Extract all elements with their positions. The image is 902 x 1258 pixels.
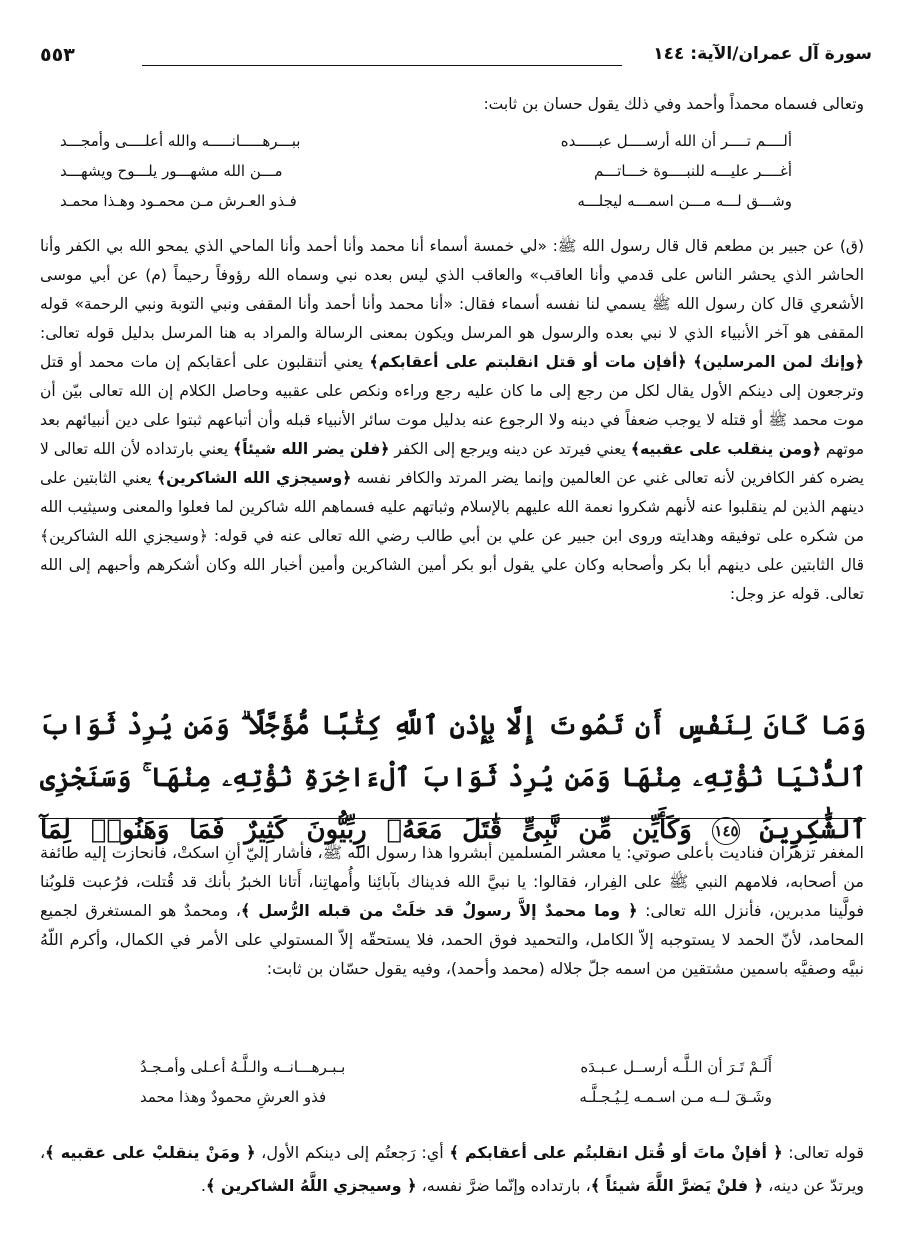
footnote-divider: [40, 818, 866, 819]
page-number: ٥٥٣: [40, 44, 75, 66]
commentary-text: [40, 232, 864, 609]
footnote-segment: ، بارتداده وإنّما ضرَّ نفسه،: [421, 1176, 591, 1195]
commentary-segment: يعني أتنقلبون على أعقابكم إن مات محمد أو قتل وترجعون إلى دينكم الأول يقال لكل من رجع إلى ما كان عليه رجع وراءه ونكص على عقبيه وحاصل الكلام إن الله تعالى بيّن أن موت محمد ﷺ أو قتله لا يوجب ضعفاً في دينه ولا الرجوع عنه بدليل موت سائر الأنبياء قبله وأن أتباعهم ثبتوا على دين أنبيائهم بعد موتهم: [40, 353, 865, 458]
poem-row: [60, 126, 792, 156]
poem-second-hemistich: مـــن الله مشهـــور يلـــوح ويشهـــد: [60, 162, 283, 180]
poem-first-hemistich: ألــــم تــــر أن الله أرســــل عبـــــده: [560, 132, 792, 150]
poem-row: [60, 156, 792, 186]
commentary-segment: (ق) عن جبير بن مطعم قال قال رسول الله ﷺ: «لي خمسة أسماء أنا محمد وأنا أحمد وأنا الماحي الذي يمحو الله بي الكفر وأنا الحاشر الذي يحشر الناس على قدمي وأنا العاقب» والعاقب الذي ليس بعده نبي وسماه الله رؤوفاً رحيماً (م) عن أبي موسى الأشعري قال كان رسول الله ﷺ يسمي لنا نفسه أسماء فقال: «أنا محمد وأنا أحمد وأنا المقفى ونبي التوبة ونبي الرحمة» قوله المقفى هو آخر الأنبياء الذي لا نبي بعده والرسول هو المرسل ويكون بمعنى الرسالة والمراد به هنا المرسل بدليل قوله تعالى:: [40, 237, 864, 342]
footnote-segment: قوله تعالى:: [788, 1143, 864, 1162]
footnote-segment: .: [200, 1176, 206, 1195]
footnote-text-continued: [40, 1136, 864, 1202]
poem-second-hemistich: ببـــرهـــــانـــــه والله أعلــــى وأمجـــد: [60, 132, 301, 150]
poem-second-hemistich: بـبـرهـــانــه والـلَّـهُ أعـلى وأمـجـدُ: [140, 1058, 346, 1076]
poem-first-hemistich: وشَـقَ لــه مـن اسـمـه لِـيُـجـلَّـه: [579, 1088, 772, 1106]
page-header: [40, 44, 872, 72]
poem-first-hemistich: أَلَـمْ تَـرَ أن الـلَّـه أرســل عـبـدَه: [580, 1058, 772, 1076]
footnote-segment: ، ويرتدّ عن دينه،: [40, 1143, 864, 1195]
intro-line: وتعالى فسماه محمداً وأحمد وفي ذلك يقول حسان بن ثابت:: [483, 95, 864, 113]
quran-quote: ﴿ وما محمدٌ إلاَّ رسولٌ قد خلَتْ من قبله الرُّسل ﴾: [240, 901, 638, 920]
poem-second-hemistich: فذو العرشِ محمودٌ وهذا محمد: [140, 1088, 327, 1106]
footnote-segment: المغفر تزهران فناديت بأعلى صوتي: يا معشر المسلمين أبشروا هذا رسول الله ﷺ، فأشار إليّ أنِ اسكتْ، فانحازت إليه طائفة من أصحابه، فلامهم النبي ﷺ على الفِرار، فقالوا: يا نبيَّ الله فديناك بآبائِنا وأُمهاتِنا، أَتانا الخبرُ بأنك قد قُتلت، فرُعبت قلوبُنا فولَّينا مدبرين، فأنزل الله تعالى:: [40, 843, 865, 920]
poem-row: [140, 1082, 772, 1112]
quran-quote: ﴿ فلنْ يَضرَّ اللَّهَ شيئاً ﴾: [590, 1176, 763, 1195]
quran-quote: ﴿فلن يضر الله شيئاً﴾: [233, 440, 390, 458]
commentary-segment: يعني فيرتد عن دينه ويرجع إلى الكفر: [394, 440, 626, 458]
footnote-segment: أي: رَجعتُم إلى دينكم الأول،: [261, 1143, 444, 1162]
surah-title: سورة آل عمران/الآية: ١٤٤: [653, 44, 872, 64]
quran-quote: ﴿وسيجزي الله الشاكرين﴾: [157, 469, 352, 487]
quran-quote: ﴿ أفإنْ ماتَ أو قُتل انقلبتُم على أعقابكم ﴾: [449, 1143, 783, 1162]
quran-quote: ﴿ وسيجزي اللَّهُ الشاكرين ﴾: [205, 1176, 417, 1195]
quran-quote: ﴿وإنك لمن المرسلين﴾ ﴿أفإن مات أو قتل انقلبتم على أعقابكم﴾: [369, 353, 864, 371]
quran-quote: ﴿ ومَنْ ينقلبْ على عقبيه ﴾: [45, 1143, 256, 1162]
commentary-segment: يعني بارتداده لأن الله تعالى لا يضره كفر الكافرين لأنه تعالى غني عن العالمين وإنما يضر المرتد والكافر نفسه: [40, 440, 865, 487]
verse-continuation: وَكَأَيِّن مِّن نَّبِىٍّ قَٰتَلَ مَعَهُۥ رِبِّيُّونَ كَثِيرٌ فَمَا وَهَنُوا۟ لِمَآ: [40, 815, 692, 845]
commentary-segment: يعني الثابتين على دينهم الذين لم ينقلبوا عنه لأنهم شكروا نعمة الله عليهم بالإسلام وثباتهم عليه فسماهم الله شاكرين لما فعلوا والمعنى وسيثيب الله من شكره على توفيقه وهدايته وروى ابن جبير عن علي بن أبي طالب رضي الله تعالى عنه في قوله: ﴿وسيجزي الله الشاكرين﴾ قال الثابتين على دينهم أبا بكر وأصحابه وكان علي يقول أبو بكر أمين الشاكرين وأمين أخبار الله وكان أشكرهم وأحبهم إلى الله تعالى. قوله عز وجل:: [40, 469, 864, 603]
quran-quote: ﴿ومن ينقلب على عقبيه﴾: [630, 440, 821, 458]
footnote-poem: [140, 1052, 772, 1112]
poem-hassan: [60, 126, 792, 216]
poem-first-hemistich: وشـــق لـــه مـــن اسمـــه ليجلـــه: [577, 192, 792, 210]
footnote-text: [40, 838, 864, 983]
ayah-number-marker: ١٤٥: [712, 817, 740, 845]
quran-verse-block: [40, 700, 866, 856]
header-rule: [142, 65, 622, 66]
poem-row: [140, 1052, 772, 1082]
poem-row: [60, 186, 792, 216]
poem-second-hemistich: فـذو العـرش مـن محمـود وهـذا محمـد: [60, 192, 297, 210]
footnote-segment: ، ومحمدٌ هو المستغرق لجميع المحامد، لأنّ الحمد لا يستوجبه إلاّ الكامل، والتحميد فوق الحمد، فلا يستحقّه إلاّ المستولي على الأمر في الكمال، وأكرم اللّهُ نبيَّه وصفيَّه باسمين مشتقين من اسمه جلّ جلاله (محمد وأحمد)، وفيه يقول حسّان بن ثابت:: [40, 901, 864, 978]
verse-text: وَمَا كَانَ لِنَفْسٍ أَن تَمُوتَ إِلَّا بِإِذْنِ ٱللَّهِ كِتَٰبًا مُّؤَجَّلًا ۗ وَمَن يُرِدْ ثَوَابَ ٱلدُّنْيَا نُؤْتِهِۦ مِنْهَا وَمَن يُرِدْ ثَوَابَ ٱلْءَاخِرَةِ نُؤْتِهِۦ مِنْهَا ۚ وَسَنَجْزِى ٱلشَّٰكِرِينَ: [40, 711, 866, 845]
poem-first-hemistich: أغــــر عليـــه للنبــــوة خـــاتـــم: [594, 162, 792, 180]
